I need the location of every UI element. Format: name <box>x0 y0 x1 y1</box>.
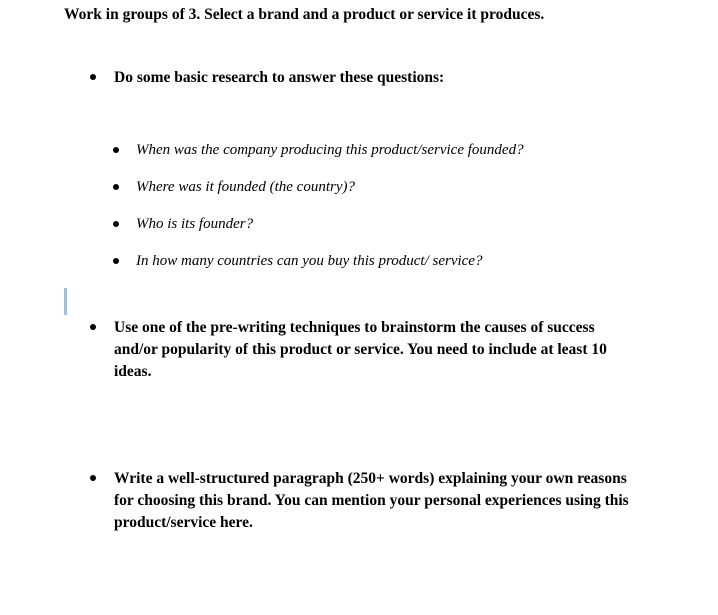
question-text: When was the company producing this product/service founded? <box>136 142 524 158</box>
list-item-research <box>90 67 650 89</box>
list-item-text: Do some basic research to answer these questions: <box>114 69 445 86</box>
text-cursor[interactable] <box>64 288 67 315</box>
list-item-paragraph <box>90 468 635 534</box>
question-item-founded-when <box>113 140 524 160</box>
bullet-icon <box>90 475 96 481</box>
intro-instruction: Work in groups of 3. Select a brand and a product or service it produces. <box>64 6 545 23</box>
question-text: Where was it founded (the country)? <box>136 179 355 195</box>
question-item-countries <box>113 251 482 271</box>
question-text: Who is its founder? <box>136 216 254 232</box>
bullet-icon <box>113 184 119 190</box>
list-item-text: Write a well-structured paragraph (250+ words) explaining your own reasons for choosing this brand. You can mention your personal experiences using this product/service here. <box>114 470 629 531</box>
bullet-icon <box>113 147 119 153</box>
question-item-founder <box>113 214 253 234</box>
list-item-brainstorm <box>90 317 620 383</box>
question-item-founded-where <box>113 177 355 197</box>
bullet-icon <box>113 258 119 264</box>
bullet-icon <box>113 221 119 227</box>
list-item-text: Use one of the pre-writing techniques to brainstorm the causes of success and/or popularity of this product or service. You need to include at least 10 ideas. <box>114 319 607 380</box>
bullet-icon <box>90 324 96 330</box>
question-text: In how many countries can you buy this product/ service? <box>136 253 483 269</box>
bullet-icon <box>90 74 96 80</box>
